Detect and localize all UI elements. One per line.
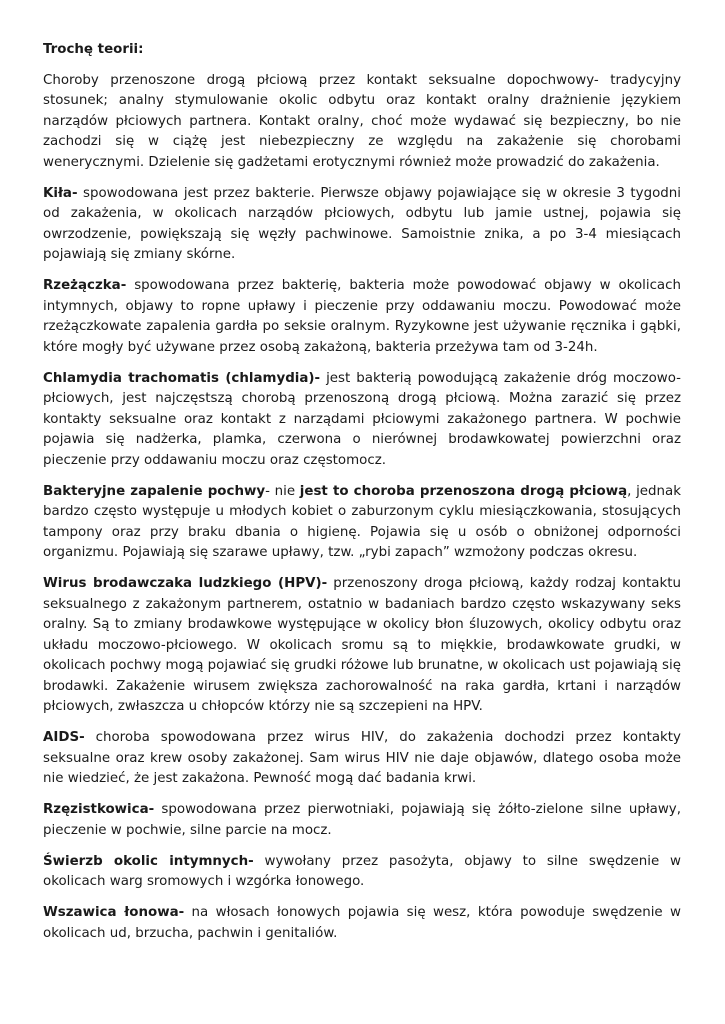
section-rzezaczka [43,276,681,358]
section-term: Wszawica łonowa- [43,905,185,920]
section-rzesistkowica [43,800,681,841]
section-term: Świerzb okolic intymnych- [43,853,254,869]
section-text: przenoszony droga płciową, każdy rodzaj kontaktu seksualnego z zakażonym partnerem, ostatnio w badaniach bardzo często wskazywany seks oralny. Są to zmiany brodawkowe występujące w okolicy błon śluzowych, okolicy odbytu oraz układu moczowo-płciowego. W okolicach sromu są to miękkie, brodawkowate grudki, w okolicach pochwy mogą pojawiać się grudki różowe lub brunatne, w okolicach ust pojawiają się brodawki. Zakażenie wirusem zwiększa zachorowalność na raka gardła, krtani i narządów płciowych, zwłaszcza u chłopców którzy nie są szczepieni na HPV. [43,576,681,714]
section-kila [43,184,681,266]
section-term: Rzeżączka- [43,278,127,293]
section-text: choroba spowodowana przez wirus HIV, do zakażenia dochodzi przez kontakty seksualne oraz krew osoby zakażonej. Sam wirus HIV nie daje objawów, dlatego osoba może nie wiedzieć, że jest zakażona. Pewność mogą dać badania krwi. [43,730,681,786]
section-term: Chlamydia trachomatis (chlamydia)- [43,370,321,386]
section-term: Wirus brodawczaka ludzkiego (HPV)- [43,576,328,591]
section-text: spowodowana przez bakterię, bakteria może powodować objawy w okolicach intymnych, objawy to ropne upławy i pieczenie przy oddawaniu moczu. Powodować może rzeżączkowate zapalenia gardła po seksie oralnym. Ryzykowne jest używanie ręcznika i gąbki, które mogły być używane przez osobą zakażoną, bakteria przeżywa tam od 3-24h. [43,278,681,355]
section-text: jest bakterią powodującą zakażenie dróg moczowo-płciowych, jest najczęstszą chorobą przenoszoną drogą płciową. Można zarazić się przez kontakty seksualne oraz kontakt z narządami płciowymi zakażonego partnera. W pochwie pojawia się nadżerka, plamka, czerwona o nierównej brodawkowatej powierzchni oraz pieczenie przy oddawaniu moczu oraz częstomocz. [43,370,681,468]
section-term: AIDS- [43,730,85,745]
section-bakteryjne [43,482,681,564]
intro-paragraph: Choroby przenoszone drogą płciową przez kontakt seksualne dopochwowy- tradycyjny stosunek; analny stymulowanie okolic odbytu oraz kontakt oralny drażnienie językiem narządów płciowych partnera. Kontakt oralny, choć może wydawać się bezpieczny, bo nie zachodzi się w ciążę jest niebezpieczny ze względu na zakażenie się chorobami wenerycznymi. Dzielenie się gadżetami erotycznymi również może prowadzić do zakażenia. [43,72,681,170]
section-hpv [43,574,681,718]
section-text: wywołany przez pasożyta, objawy to silne swędzenie w okolicach warg sromowych i wzgórka łonowego. [43,853,682,889]
section-text: na włosach łonowych pojawia się wesz, która powoduje swędzenie w okolicach ud, brzucha, pachwin i genitaliów. [43,905,681,941]
section-text: - nie [265,483,300,499]
section-term: Bakteryjne zapalenie pochwy [43,483,266,499]
section-swierzb [43,852,681,893]
section-term: Rzęzistkowica- [43,802,155,817]
section-text: spowodowana jest przez bakterie. Pierwsze objawy pojawiające się w okresie 3 tygodni od zakażenia, w okolicach narządów płciowych, odbytu lub jamie ustnej, pojawia się owrzodzenie, powiększają się węzły pachwinowe. Samoistnie znika, a po 3-4 miesiącach pojawiają się zmiany skórne. [43,185,681,262]
page-title: Trochę teorii: [43,42,144,57]
section-text: spowodowana przez pierwotniaki, pojawiają się żółto-zielone silne upławy, pieczenie w pochwie, silne parcie na mocz. [43,802,681,838]
section-chlamydia [43,369,681,472]
section-text: , jednak bardzo często występuje u młodych kobiet o zaburzonym cyklu miesiączkowania, stosujących tampony oraz przy braku dbania o higienę. Pojawia się u osób o obniżonej odporności organizmu. Pojawiają się szarawe upławy, tzw. „rybi zapach” wzmożony podczas okresu. [43,483,681,560]
section-term: Kiła- [43,185,78,201]
section-emphasis: jest to choroba przenoszona drogą płciową [299,483,628,499]
section-wszawica [43,903,681,944]
section-aids [43,728,681,790]
